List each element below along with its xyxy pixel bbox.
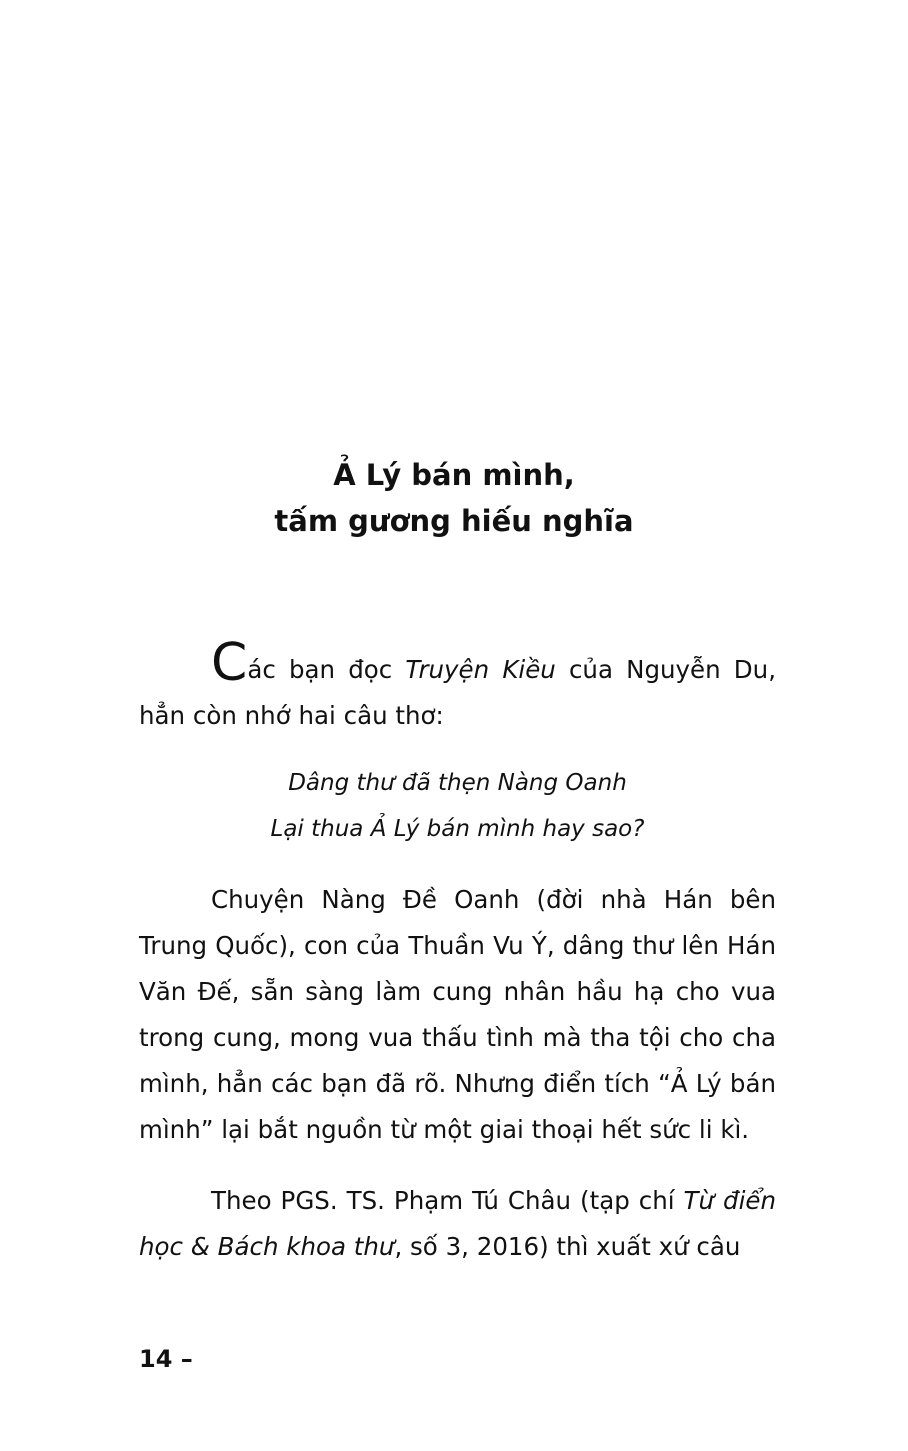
drop-cap-letter: C: [211, 633, 248, 693]
paragraph-intro-text-a: ác bạn đọc: [247, 655, 406, 684]
chapter-title-line-2: tấm gương hiếu nghĩa: [274, 504, 634, 538]
book-title-italic: Truyện Kiều: [405, 655, 556, 684]
paragraph-story: Chuyện Nàng Đề Oanh (đời nhà Hán bên Trung Quốc), con của Thuần Vu Ý, dâng thư lên Hán Văn Đế, sẵn sàng làm cung nhân hầu hạ cho vua trong cung, mong vua thấu tình mà tha tội cho cha mình, hẳn các bạn đã rõ. Nhưng điển tích “Ả Lý bán mình” lại bắt nguồn từ một giai thoại hết sức li kì.: [139, 885, 776, 1144]
journal-title-italic: Từ điển học & Bách khoa thư: [139, 1186, 776, 1261]
page-number: 14 –: [139, 1345, 193, 1373]
verse-line-2: Lại thua Ả Lý bán mình hay sao?: [270, 816, 645, 842]
paragraph-intro-text-b: của Nguyễn Du, hẳn còn nhớ hai câu thơ:: [139, 655, 776, 730]
paragraph-intro: [139, 633, 776, 739]
chapter-title: [0, 452, 908, 544]
paragraph-source: [139, 1178, 776, 1270]
verse-quote: [139, 760, 776, 852]
paragraph-source-text-a: Theo PGS. TS. Phạm Tú Châu (tạp chí: [211, 1186, 684, 1215]
paragraph-source-text-b: , số 3, 2016) thì xuất xứ câu: [394, 1232, 741, 1261]
chapter-title-line-1: Ả Lý bán mình,: [333, 458, 575, 492]
verse-line-1: Dâng thư đã thẹn Nàng Oanh: [288, 770, 627, 796]
